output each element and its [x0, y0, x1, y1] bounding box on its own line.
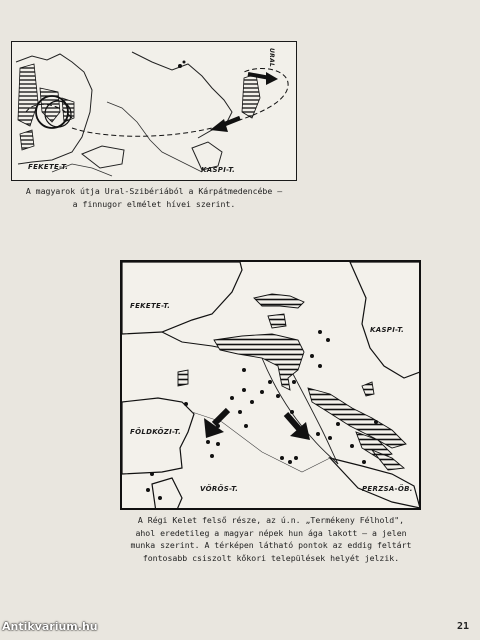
label-black-sea: FEKETE-T.: [130, 302, 171, 310]
label-red-sea: VÖRÖS-T.: [200, 485, 239, 493]
map2-caption: [113, 514, 429, 564]
caption-line: munka szerint. A térképen látható pontok az eddig feltárt: [130, 540, 412, 550]
page-number: 21: [456, 621, 469, 632]
watermark-logo: Antikvarium.hu: [2, 620, 98, 633]
label-black-sea: FEKETE-T.: [28, 163, 69, 171]
caption-line: A magyarok útja Ural-Szibériából a Kárpátmedencébe —: [25, 186, 283, 196]
map-finno-ugric-route: [11, 41, 297, 181]
label-caspian-sea: KASPI-T.: [370, 326, 405, 334]
map1-caption: [0, 185, 308, 210]
caption-line: fontosabb csiszolt kőkori települések helyét jelzik.: [142, 552, 400, 563]
label-ural: URAL: [268, 48, 275, 68]
map2-drawing: [122, 262, 421, 510]
map1-drawing: [12, 42, 297, 181]
caption-line: a finnugor elmélet hívei szerint.: [72, 198, 236, 209]
map-fertile-crescent: [120, 260, 421, 510]
caption-line: ahol eredetileg a magyar népek hun ága lakott — a jelen: [135, 527, 407, 538]
migration-arrow-southeast: [286, 414, 310, 440]
caption-line: A Régi Kelet felső része, az ú.n. „Termékeny Félhold",: [137, 515, 405, 525]
label-mediterranean-sea: FÖLDKÖZI-T.: [130, 428, 182, 436]
label-persian-gulf: PERZSA-ÖB.: [362, 485, 413, 493]
route-arrow-west: [210, 118, 240, 132]
label-caspian-sea: KASPI-T.: [201, 166, 236, 174]
